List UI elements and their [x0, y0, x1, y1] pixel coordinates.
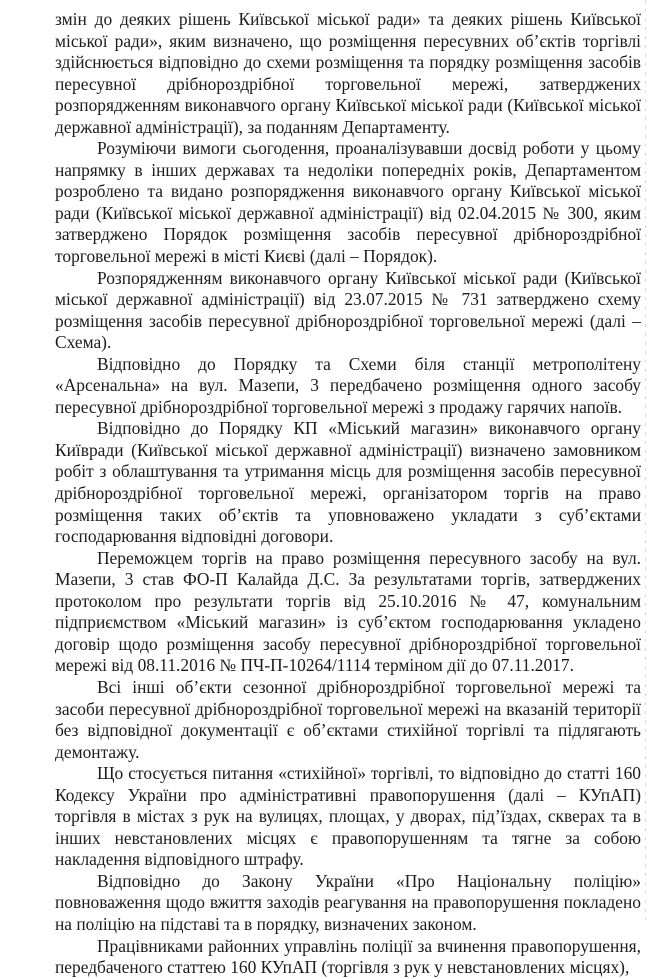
paragraph-other-objects: Всі інші об’єкти сезонної дрібнороздрібної торговельної мережі та засоби пересувної дрібнороздрібної торговельної мережі на вказаній території без відповідної документації є об’єктами стихійної торгівлі та підлягають демонтажу.	[55, 676, 641, 762]
paragraph-procedure-order: Розуміючи вимоги сьогодення, проаналізувавши досвід роботи у цьому напрямку в інших державах та недоліки попередніх років, Департаментом розроблено та видано розпорядження виконавчого органу Київської міської ради (Київської міської державної адміністрації) від 02.04.2015 № 300, яким затверджено Порядок розміщення засобів пересувної дрібнороздрібної торговельної мережі в місті Києві (далі – Порядок).	[55, 138, 641, 267]
paragraph-decision-reference: змін до деяких рішень Київської міської ради» та деяких рішень Київської міської ради», яким визначено, що розміщення пересувних об’єктів торгівлі здійснюється відповідно до схеми розміщення та порядку розміщення засобів пересувної дрібнороздрібної торговельної мережі, затверджених розпорядженням виконавчого органу Київської міської ради (Київської міської державної адміністрації), за поданням Департаменту.	[55, 9, 641, 137]
paragraph-spontaneous-trade: Що стосується питання «стихійної» торгівлі, то відповідно до статті 160 Кодексу України про адміністративні правопорушення (далі – КУпАП) торгівля в містах з рук на вулицях, площах, у дворах, під’їздах, скверах та в інших невстановлених місцях є правопорушенням та тягне за собою накладення відповідного штрафу.	[55, 763, 641, 870]
scan-edge-artifact	[645, 0, 646, 920]
paragraph-auction-winner: Переможцем торгів на право розміщення пересувного засобу на вул. Мазепи, 3 став ФО-П Калайда Д.С. За результатами торгів, затверджених протоколом про результати торгів від 25.10.2016 № 47, комунальним підприємством «Міський магазин» із суб’єктом господарювання укладено договір щодо розміщення засобу пересувної дрібнороздрібної торговельної мережі від 08.11.2016 № ПЧ-П-10264/1114 терміном дії до 07.11.2017.	[55, 547, 641, 676]
paragraph-police-enforcement: Працівниками районних управлінь поліції за вчинення правопорушення, передбаченого статтею 160 КУпАП (торгівля з рук у невстановлених місцях),	[55, 935, 641, 978]
paragraph-arsenalna-placement: Відповідно до Порядку та Схеми біля станції метрополітену «Арсенальна» на вул. Мазепи, 3 передбачено розміщення одного засобу пересувної дрібнороздрібної торговельної мережі з продажу гарячих напоїв.	[55, 353, 641, 417]
paragraph-scheme-order: Розпорядженням виконавчого органу Київської міської ради (Київської міської державної адміністрації) від 23.07.2015 № 731 затверджено схему розміщення засобів пересувної дрібнороздрібної торговельної мережі (далі – Схема).	[55, 267, 641, 353]
paragraph-city-store-role: Відповідно до Порядку КП «Міський магазин» виконавчого органу Київради (Київської міської державної адміністрації) визначено замовником робіт з облаштування та утримання місць для розміщення засобів пересувної дрібнороздрібної торговельної мережі, організатором торгів на право розміщення таких об’єктів та уповноважено укладати з суб’єктами господарювання відповідні договори.	[55, 418, 641, 547]
paragraph-police-law: Відповідно до Закону України «Про Національну поліцію» повноваження щодо вжиття заходів реагування на правопорушення покладено на поліцію на підставі та в порядку, визначених законом.	[55, 870, 641, 934]
document-body	[55, 9, 641, 979]
